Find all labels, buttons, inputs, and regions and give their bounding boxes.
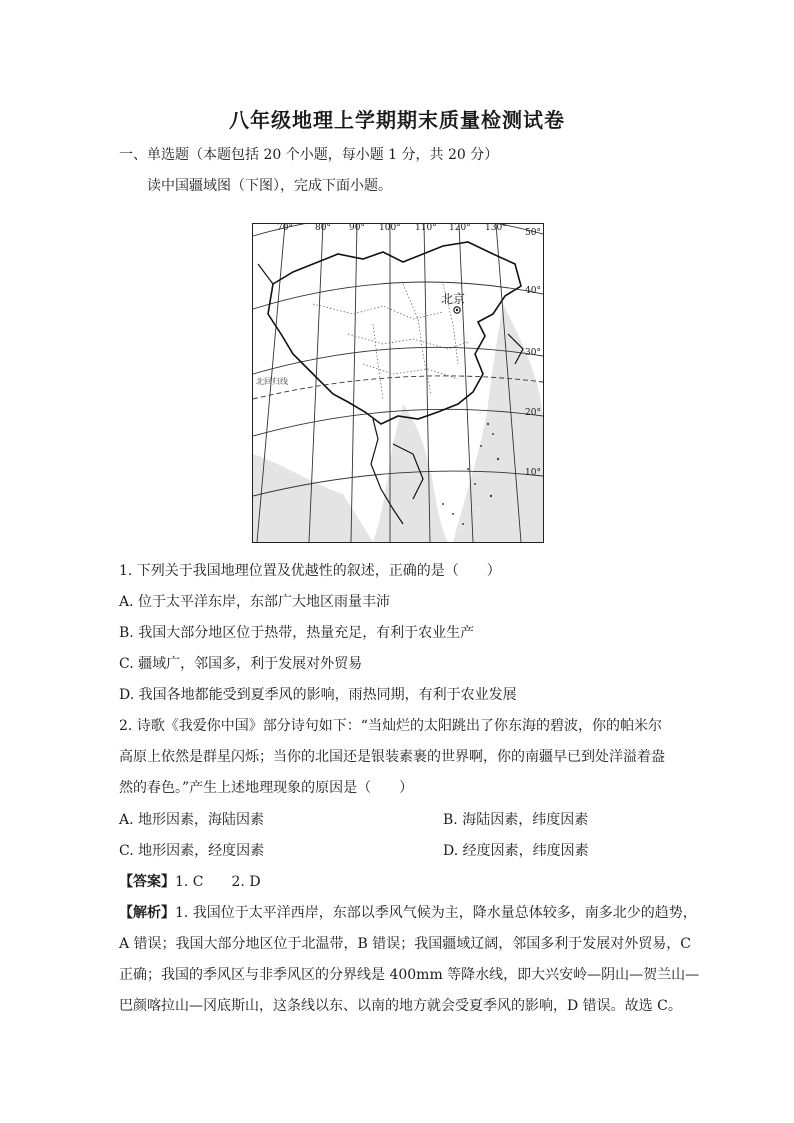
question-1-option-a: A. 位于太平洋东岸，东部广大地区雨量丰沛 xyxy=(119,594,391,610)
answer-label: 【答案】 xyxy=(119,874,175,890)
analysis-line: 巴颜喀拉山—冈底斯山，这条线以东、以南的地方就会受夏季风的影响，D 错误。故选 C。 xyxy=(119,998,682,1014)
question-2-option-a: A. 地形因素，海陆因素 xyxy=(119,812,265,828)
analysis-text: 1. 我国位于太平洋西岸，东部以季风气候为主，降水量总体较多，南多北少的趋势， xyxy=(175,905,697,921)
lat-label: 50° xyxy=(525,228,541,238)
page-title: 八年级地理上学期期末质量检测试卷 xyxy=(229,108,565,132)
analysis-line: A 错误；我国大部分地区位于北温带，B 错误；我国疆域辽阔，邻国多利于发展对外贸易，C xyxy=(119,936,692,952)
question-1-option-c: C. 疆域广，邻国多，利于发展对外贸易 xyxy=(119,656,363,672)
lat-label: 10° xyxy=(525,468,541,478)
question-2-option-b: B. 海陆因素，纬度因素 xyxy=(443,812,589,828)
analysis-first-line xyxy=(119,903,697,923)
question-2-option-c: C. 地形因素，经度因素 xyxy=(119,843,265,859)
section-heading: 一、单选题（本题包括 20 个小题，每小题 1 分，共 20 分） xyxy=(119,147,499,163)
lon-label: 120° xyxy=(449,223,471,233)
lon-label: 100° xyxy=(379,223,401,233)
lon-label: 130° xyxy=(485,223,507,233)
analysis-line: 正确；我国的季风区与非季风区的分界线是 400mm 等降水线，即大兴安岭—阴山—贺兰山— xyxy=(119,967,700,983)
lon-label: 80° xyxy=(315,223,331,233)
question-1-stem: 1. 下列关于我国地理位置及优越性的叙述，正确的是（ ） xyxy=(119,563,501,579)
tropic-label: 北回归线 xyxy=(256,377,288,386)
lat-label: 30° xyxy=(525,348,541,358)
lon-label: 70° xyxy=(277,223,293,233)
question-2-stem-line: 高原上依然是群星闪烁；当你的北国还是银装素裹的世界啊，你的南疆早已到处洋溢着盎 xyxy=(119,749,665,765)
question-1-option-b: B. 我国大部分地区位于热带，热量充足，有利于农业生产 xyxy=(119,625,475,641)
answer-text: 1. C 2. D xyxy=(175,874,261,890)
lon-label: 110° xyxy=(415,223,437,233)
lat-label: 40° xyxy=(525,286,541,296)
beijing-label: 北京 xyxy=(441,292,466,306)
question-2-stem-line: 2. 诗歌《我爱你中国》部分诗句如下：“当灿烂的太阳跳出了你东海的碧波，你的帕米尔 xyxy=(119,718,662,734)
question-2-option-d: D. 经度因素，纬度因素 xyxy=(443,843,589,859)
analysis-label: 【解析】 xyxy=(119,905,175,921)
question-2-stem-line: 然的春色。”产生上述地理现象的原因是（ ） xyxy=(119,780,414,796)
question-1-option-d: D. 我国各地都能受到夏季风的影响，雨热同期，有利于农业发展 xyxy=(119,687,517,703)
china-territory-map xyxy=(252,223,544,543)
answer-block xyxy=(119,872,261,892)
lat-label: 20° xyxy=(525,408,541,418)
intro-text: 读中国疆域图（下图），完成下面小题。 xyxy=(147,178,392,194)
lon-label: 90° xyxy=(349,223,365,233)
